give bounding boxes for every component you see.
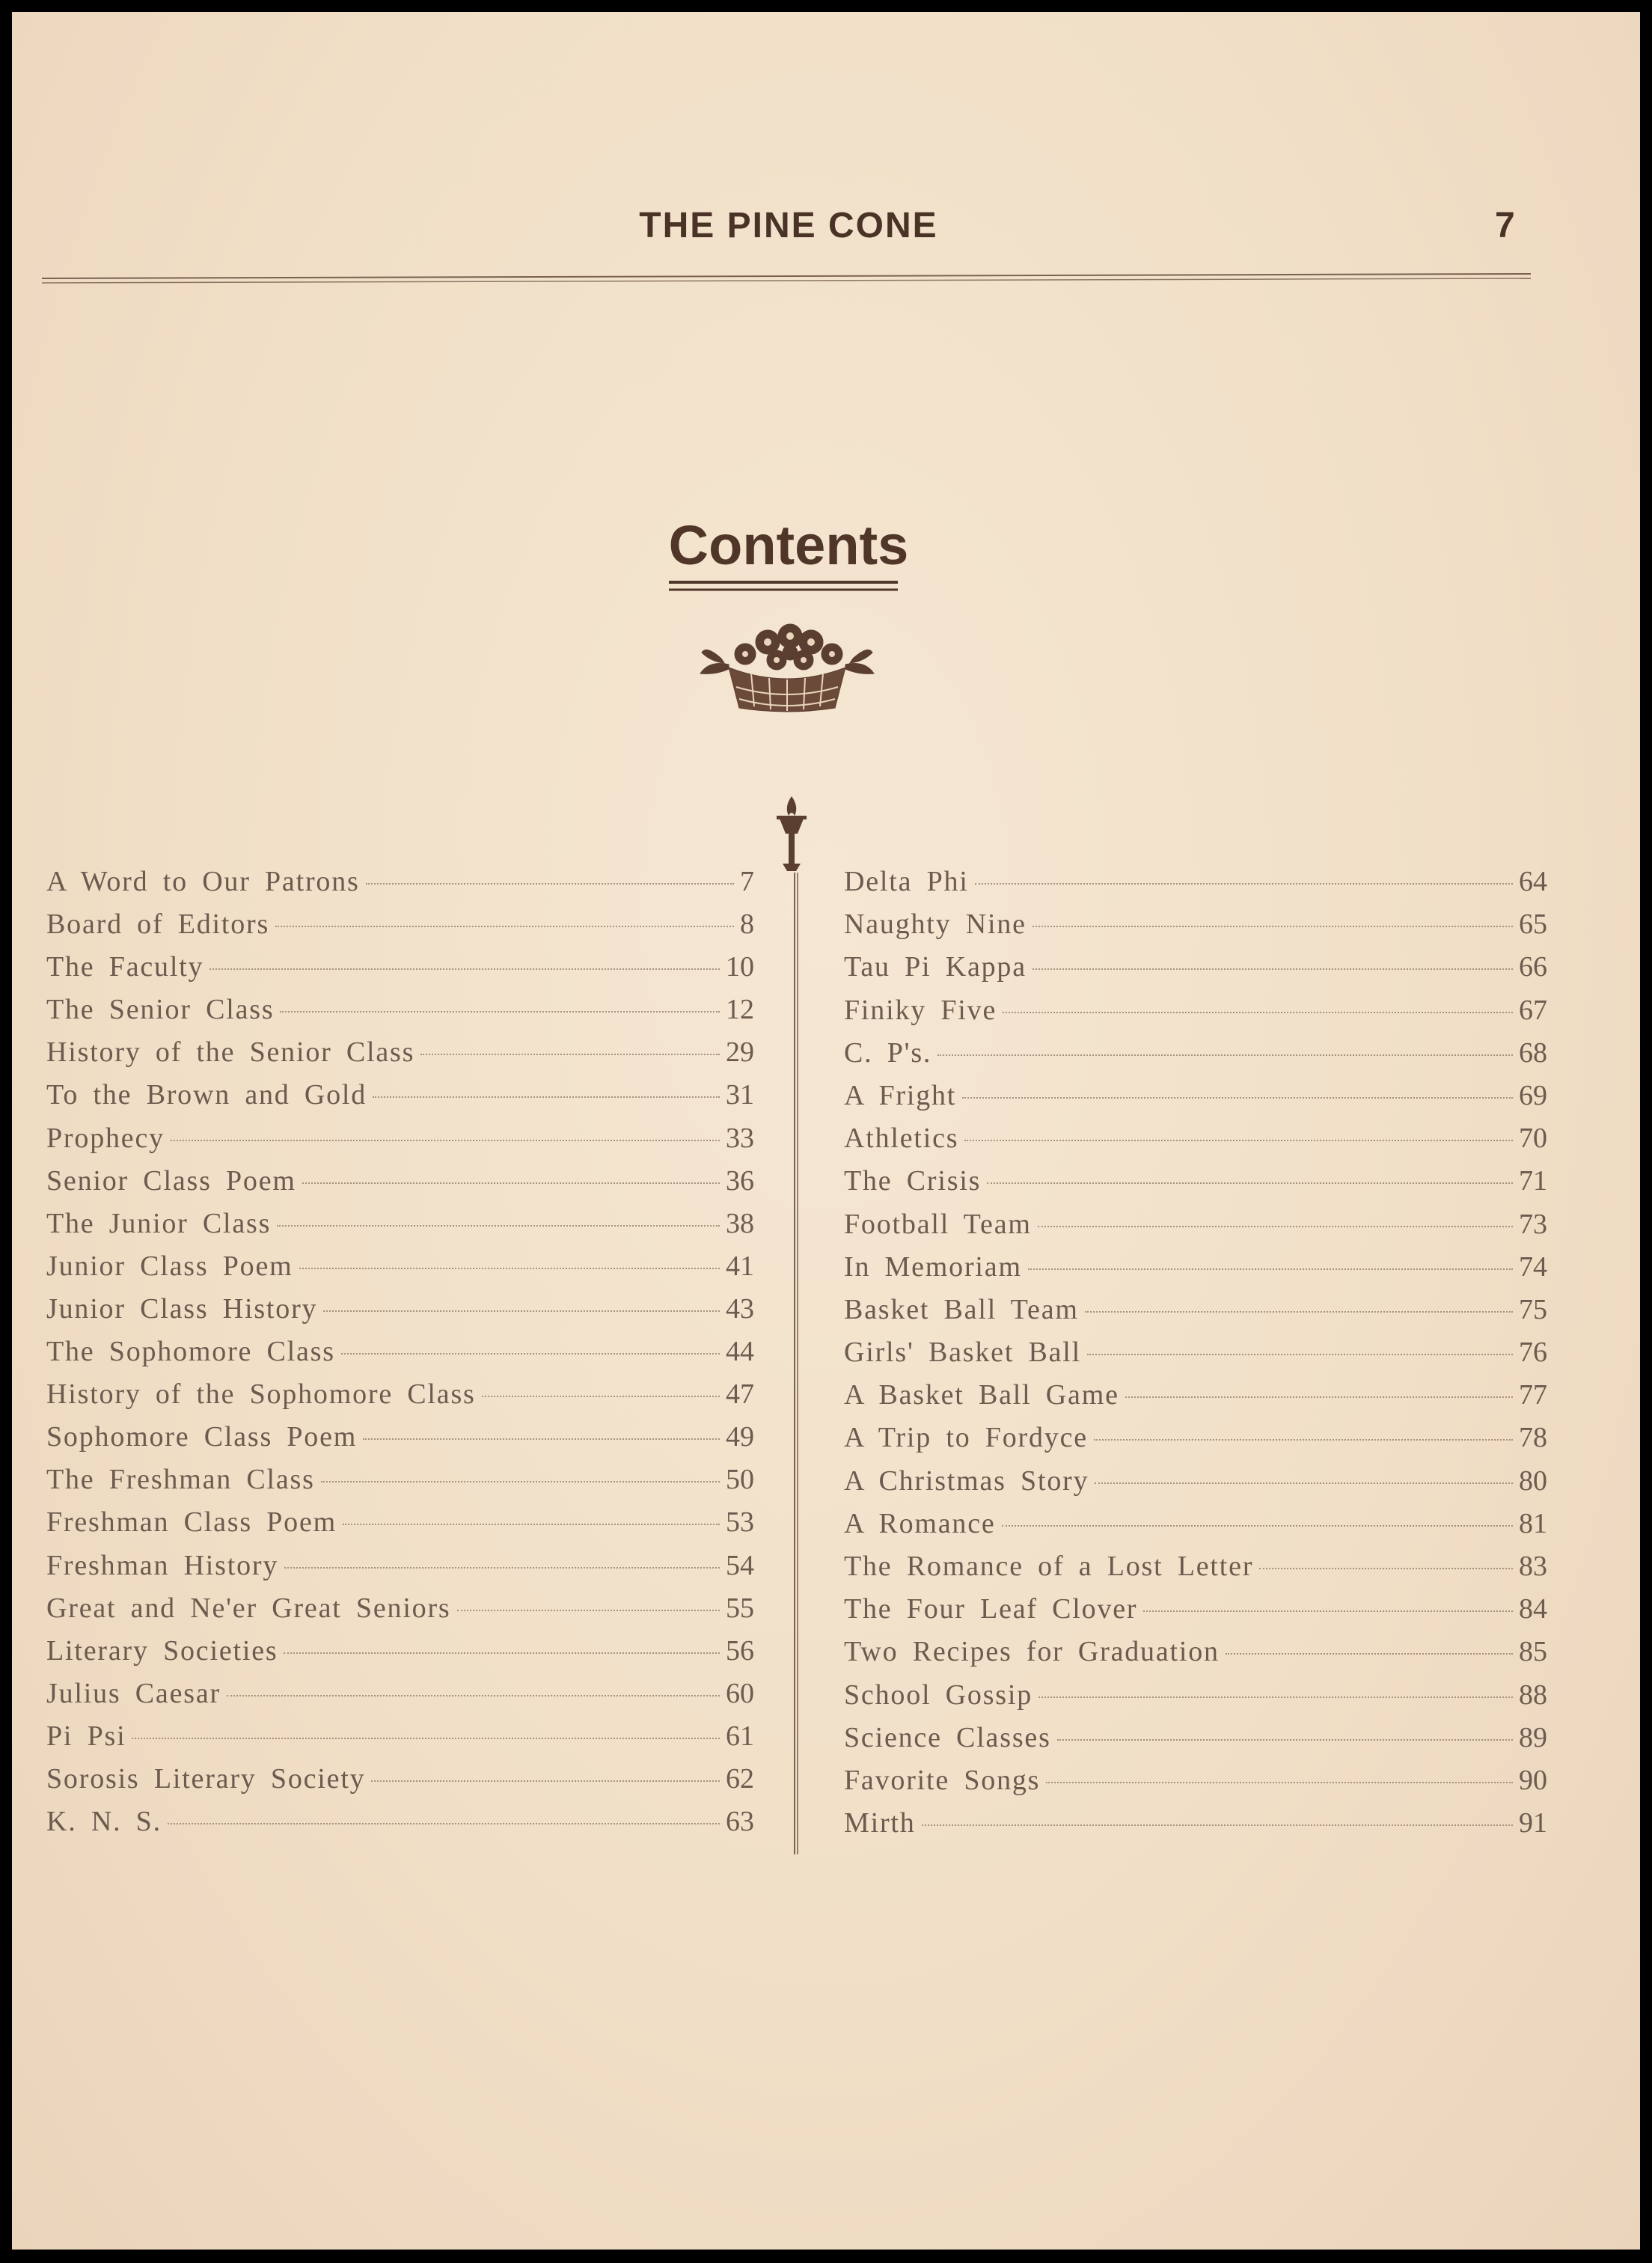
toc-entry-page: 64 <box>1519 866 1547 897</box>
toc-entry-page: 91 <box>1519 1807 1547 1839</box>
toc-entry[interactable] <box>844 1250 1547 1293</box>
flower-basket-ornament-icon <box>699 615 875 712</box>
toc-entry-page: 81 <box>1519 1507 1547 1539</box>
toc-entry[interactable] <box>46 950 754 993</box>
toc-entry-title: The Senior Class <box>46 994 275 1026</box>
dot-leader <box>1094 1439 1513 1441</box>
toc-entry-title: K. N. S. <box>46 1806 162 1838</box>
toc-entry[interactable] <box>844 1592 1547 1635</box>
dot-leader <box>277 1225 720 1227</box>
toc-entry-title: Athletics <box>844 1123 959 1155</box>
dot-leader <box>1028 1268 1513 1270</box>
toc-entry-title: Prophecy <box>46 1122 165 1154</box>
dot-leader <box>1038 1226 1513 1227</box>
toc-entry[interactable] <box>844 1421 1547 1464</box>
toc-entry-page: 76 <box>1519 1337 1547 1369</box>
toc-entry[interactable] <box>46 1122 754 1164</box>
toc-entry[interactable] <box>844 1208 1547 1250</box>
toc-entry-page: 54 <box>726 1549 754 1581</box>
toc-entry[interactable] <box>46 1549 754 1592</box>
toc-entry[interactable] <box>46 1078 754 1121</box>
toc-entry-page: 38 <box>726 1207 754 1239</box>
toc-entry-title: History of the Senior Class <box>46 1036 415 1069</box>
toc-entry[interactable] <box>844 865 1547 908</box>
dot-leader <box>284 1567 720 1569</box>
toc-entry[interactable] <box>844 1293 1547 1336</box>
toc-entry-title: A Word to Our Patrons <box>46 866 360 897</box>
toc-entry-title: The Four Leaf Clover <box>844 1593 1138 1625</box>
toc-entry-page: 8 <box>740 908 754 941</box>
dot-leader <box>227 1695 720 1697</box>
dot-leader <box>922 1824 1513 1826</box>
toc-entry[interactable] <box>46 908 754 950</box>
toc-entry-page: 80 <box>1519 1465 1547 1497</box>
toc-entry-page: 70 <box>1519 1123 1547 1155</box>
toc-entry-page: 75 <box>1519 1293 1547 1325</box>
toc-entry[interactable] <box>844 1764 1547 1807</box>
toc-entry-page: 36 <box>726 1164 754 1197</box>
dot-leader <box>363 1438 720 1440</box>
dot-leader <box>1003 1012 1513 1013</box>
toc-entry-page: 89 <box>1519 1721 1547 1753</box>
toc-entry-title: Board of Editors <box>46 908 270 941</box>
toc-entry-title: The Sophomore Class <box>46 1336 335 1368</box>
toc-entry[interactable] <box>46 1592 754 1634</box>
toc-entry-title: The Freshman Class <box>46 1464 315 1496</box>
dot-leader <box>168 1823 720 1824</box>
running-title: THE PINE CONE <box>639 206 938 245</box>
dot-leader <box>987 1182 1513 1184</box>
toc-entry-title: Football Team <box>844 1208 1032 1240</box>
toc-entry-title: Two Recipes for Graduation <box>844 1636 1220 1668</box>
toc-entry-page: 88 <box>1519 1679 1547 1711</box>
contents-heading: Contents <box>668 514 909 576</box>
toc-entry-page: 74 <box>1519 1250 1547 1283</box>
toc-entry[interactable] <box>844 1507 1547 1550</box>
dot-leader <box>937 1054 1513 1056</box>
toc-entry-page: 56 <box>726 1634 754 1667</box>
toc-entry-page: 63 <box>726 1806 754 1838</box>
toc-entry-title: Senior Class Poem <box>46 1164 296 1197</box>
dot-leader <box>1087 1354 1513 1355</box>
toc-entry[interactable] <box>46 1634 754 1677</box>
toc-entry-page: 50 <box>726 1464 754 1496</box>
toc-entry-page: 62 <box>726 1762 754 1795</box>
toc-entry[interactable] <box>46 993 754 1036</box>
toc-entry-title: Favorite Songs <box>844 1764 1041 1796</box>
toc-entry-title: The Romance of a Lost Letter <box>844 1551 1254 1582</box>
toc-entry-title: A Christmas Story <box>844 1465 1089 1497</box>
dot-leader <box>284 1652 720 1654</box>
toc-entry[interactable] <box>46 1378 754 1420</box>
toc-entry[interactable] <box>844 1807 1547 1849</box>
toc-entry[interactable] <box>844 908 1547 950</box>
toc-entry[interactable] <box>844 1036 1547 1079</box>
toc-entry-title: Finiky Five <box>844 994 997 1026</box>
dot-leader <box>1032 926 1513 927</box>
header-rule <box>42 271 1531 301</box>
column-divider-line <box>793 873 799 1854</box>
dot-leader <box>323 1310 720 1312</box>
toc-entry-page: 71 <box>1519 1165 1547 1197</box>
toc-entry[interactable] <box>844 1465 1547 1507</box>
toc-entry-page: 55 <box>726 1592 754 1624</box>
toc-entry[interactable] <box>46 1250 754 1292</box>
contents-left-column <box>46 865 754 1848</box>
toc-entry-page: 77 <box>1519 1379 1547 1411</box>
toc-entry-title: Sorosis Literary Society <box>46 1762 366 1795</box>
toc-entry-title: Basket Ball Team <box>844 1293 1079 1325</box>
toc-entry-page: 43 <box>726 1292 754 1325</box>
toc-entry-title: The Junior Class <box>46 1207 272 1239</box>
toc-entry[interactable] <box>844 1122 1547 1164</box>
toc-entry-page: 31 <box>726 1079 754 1111</box>
toc-entry-page: 29 <box>726 1036 754 1069</box>
toc-entry-page: 47 <box>726 1378 754 1411</box>
dot-leader <box>975 883 1513 885</box>
toc-entry[interactable] <box>46 1762 754 1805</box>
toc-entry-title: To the Brown and Gold <box>46 1079 367 1111</box>
toc-entry-page: 61 <box>726 1720 754 1752</box>
toc-entry[interactable] <box>46 865 754 908</box>
toc-entry-title: Pi Psi <box>46 1720 126 1752</box>
toc-entry-page: 85 <box>1519 1636 1547 1668</box>
toc-entry-page: 7 <box>740 866 754 897</box>
toc-entry[interactable] <box>46 1335 754 1378</box>
toc-entry-title: Girls' Basket Ball <box>844 1337 1081 1369</box>
toc-entry[interactable] <box>46 1164 754 1207</box>
dot-leader <box>1095 1482 1513 1484</box>
dot-leader <box>964 1140 1513 1141</box>
dot-leader <box>209 968 720 970</box>
toc-entry-title: Delta Phi <box>844 866 969 897</box>
dot-leader <box>420 1054 720 1055</box>
contents-right-column <box>844 865 1547 1849</box>
toc-entry[interactable] <box>46 1506 754 1548</box>
toc-entry-page: 84 <box>1519 1593 1547 1625</box>
dot-leader <box>482 1396 720 1397</box>
toc-entry[interactable] <box>46 1207 754 1250</box>
toc-entry[interactable] <box>46 1805 754 1848</box>
dot-leader <box>299 1268 720 1269</box>
dot-leader <box>321 1481 720 1482</box>
toc-entry-page: 33 <box>726 1122 754 1154</box>
heading-double-rule <box>669 579 898 594</box>
toc-entry-title: Tau Pi Kappa <box>844 951 1027 983</box>
toc-entry-title: Freshman History <box>46 1549 279 1581</box>
toc-entry-title: Great and Ne'er Great Seniors <box>46 1592 451 1624</box>
toc-entry[interactable] <box>844 1679 1547 1721</box>
toc-entry-page: 83 <box>1519 1551 1547 1582</box>
dot-leader <box>457 1610 720 1611</box>
toc-entry[interactable] <box>46 1677 754 1720</box>
toc-entry[interactable] <box>46 1292 754 1335</box>
toc-entry-page: 49 <box>726 1421 754 1453</box>
dot-leader <box>275 926 734 927</box>
toc-entry-page: 69 <box>1519 1079 1547 1111</box>
toc-entry-title: A Romance <box>844 1507 996 1539</box>
toc-entry[interactable] <box>844 1164 1547 1207</box>
dot-leader <box>1057 1739 1513 1741</box>
dot-leader <box>343 1524 720 1525</box>
toc-entry-page: 66 <box>1519 951 1547 983</box>
toc-entry-page: 90 <box>1519 1764 1547 1796</box>
toc-entry[interactable] <box>46 1036 754 1078</box>
toc-entry-title: School Gossip <box>844 1679 1033 1711</box>
toc-entry[interactable] <box>844 1721 1547 1764</box>
toc-entry-title: The Crisis <box>844 1165 982 1197</box>
toc-entry[interactable] <box>46 1420 754 1463</box>
dot-leader <box>302 1182 720 1184</box>
toc-entry-title: Mirth <box>844 1807 916 1839</box>
dot-leader <box>373 1096 720 1098</box>
toc-entry[interactable] <box>844 1336 1547 1378</box>
torch-ornament-icon <box>769 793 814 876</box>
dot-leader <box>1085 1311 1513 1313</box>
toc-entry-page: 78 <box>1519 1422 1547 1454</box>
dot-leader <box>962 1097 1513 1099</box>
dot-leader <box>1143 1610 1513 1612</box>
toc-entry-title: In Memoriam <box>844 1250 1022 1283</box>
toc-entry-page: 67 <box>1519 994 1547 1026</box>
toc-entry-title: Julius Caesar <box>46 1677 221 1709</box>
dot-leader <box>1038 1697 1513 1698</box>
toc-entry[interactable] <box>844 1635 1547 1678</box>
toc-entry-title: A Fright <box>844 1079 957 1111</box>
toc-entry-page: 12 <box>726 994 754 1026</box>
toc-entry-title: Science Classes <box>844 1721 1051 1753</box>
toc-entry-page: 44 <box>726 1336 754 1368</box>
toc-entry[interactable] <box>844 1378 1547 1421</box>
toc-entry-title: The Faculty <box>46 951 204 983</box>
toc-entry-title: Junior Class Poem <box>46 1250 293 1282</box>
toc-entry-title: Sophomore Class Poem <box>46 1421 358 1453</box>
toc-entry-page: 68 <box>1519 1036 1547 1069</box>
toc-entry-page: 65 <box>1519 908 1547 941</box>
toc-entry-title: Literary Societies <box>46 1634 278 1667</box>
toc-entry-page: 73 <box>1519 1208 1547 1240</box>
dot-leader <box>341 1353 720 1355</box>
toc-entry-title: A Basket Ball Game <box>844 1379 1119 1411</box>
dot-leader <box>1032 968 1513 970</box>
toc-entry[interactable] <box>46 1720 754 1762</box>
dot-leader <box>1259 1568 1513 1569</box>
toc-entry-page: 53 <box>726 1506 754 1539</box>
page-number: 7 <box>1495 206 1515 245</box>
dot-leader <box>1002 1525 1513 1527</box>
toc-entry[interactable] <box>844 1079 1547 1122</box>
toc-entry[interactable] <box>844 994 1547 1036</box>
dot-leader <box>280 1011 720 1013</box>
toc-entry[interactable] <box>46 1463 754 1506</box>
dot-leader <box>366 883 734 885</box>
toc-entry-title: A Trip to Fordyce <box>844 1422 1088 1454</box>
dot-leader <box>1125 1396 1513 1398</box>
toc-entry-title: C. P's. <box>844 1036 932 1069</box>
toc-entry-page: 60 <box>726 1677 754 1709</box>
dot-leader <box>132 1738 720 1739</box>
toc-entry-page: 41 <box>726 1250 754 1282</box>
toc-entry-title: Freshman Class Poem <box>46 1506 337 1539</box>
dot-leader <box>1226 1653 1513 1655</box>
page-sheet <box>12 12 1640 2250</box>
toc-entry-title: Junior Class History <box>46 1292 318 1325</box>
dot-leader <box>171 1140 720 1141</box>
toc-entry-title: History of the Sophomore Class <box>46 1378 476 1411</box>
toc-entry-page: 10 <box>726 951 754 983</box>
toc-entry[interactable] <box>844 950 1547 993</box>
dot-leader <box>1046 1782 1513 1783</box>
toc-entry[interactable] <box>844 1550 1547 1592</box>
toc-entry-title: Naughty Nine <box>844 908 1027 941</box>
dot-leader <box>371 1780 720 1782</box>
